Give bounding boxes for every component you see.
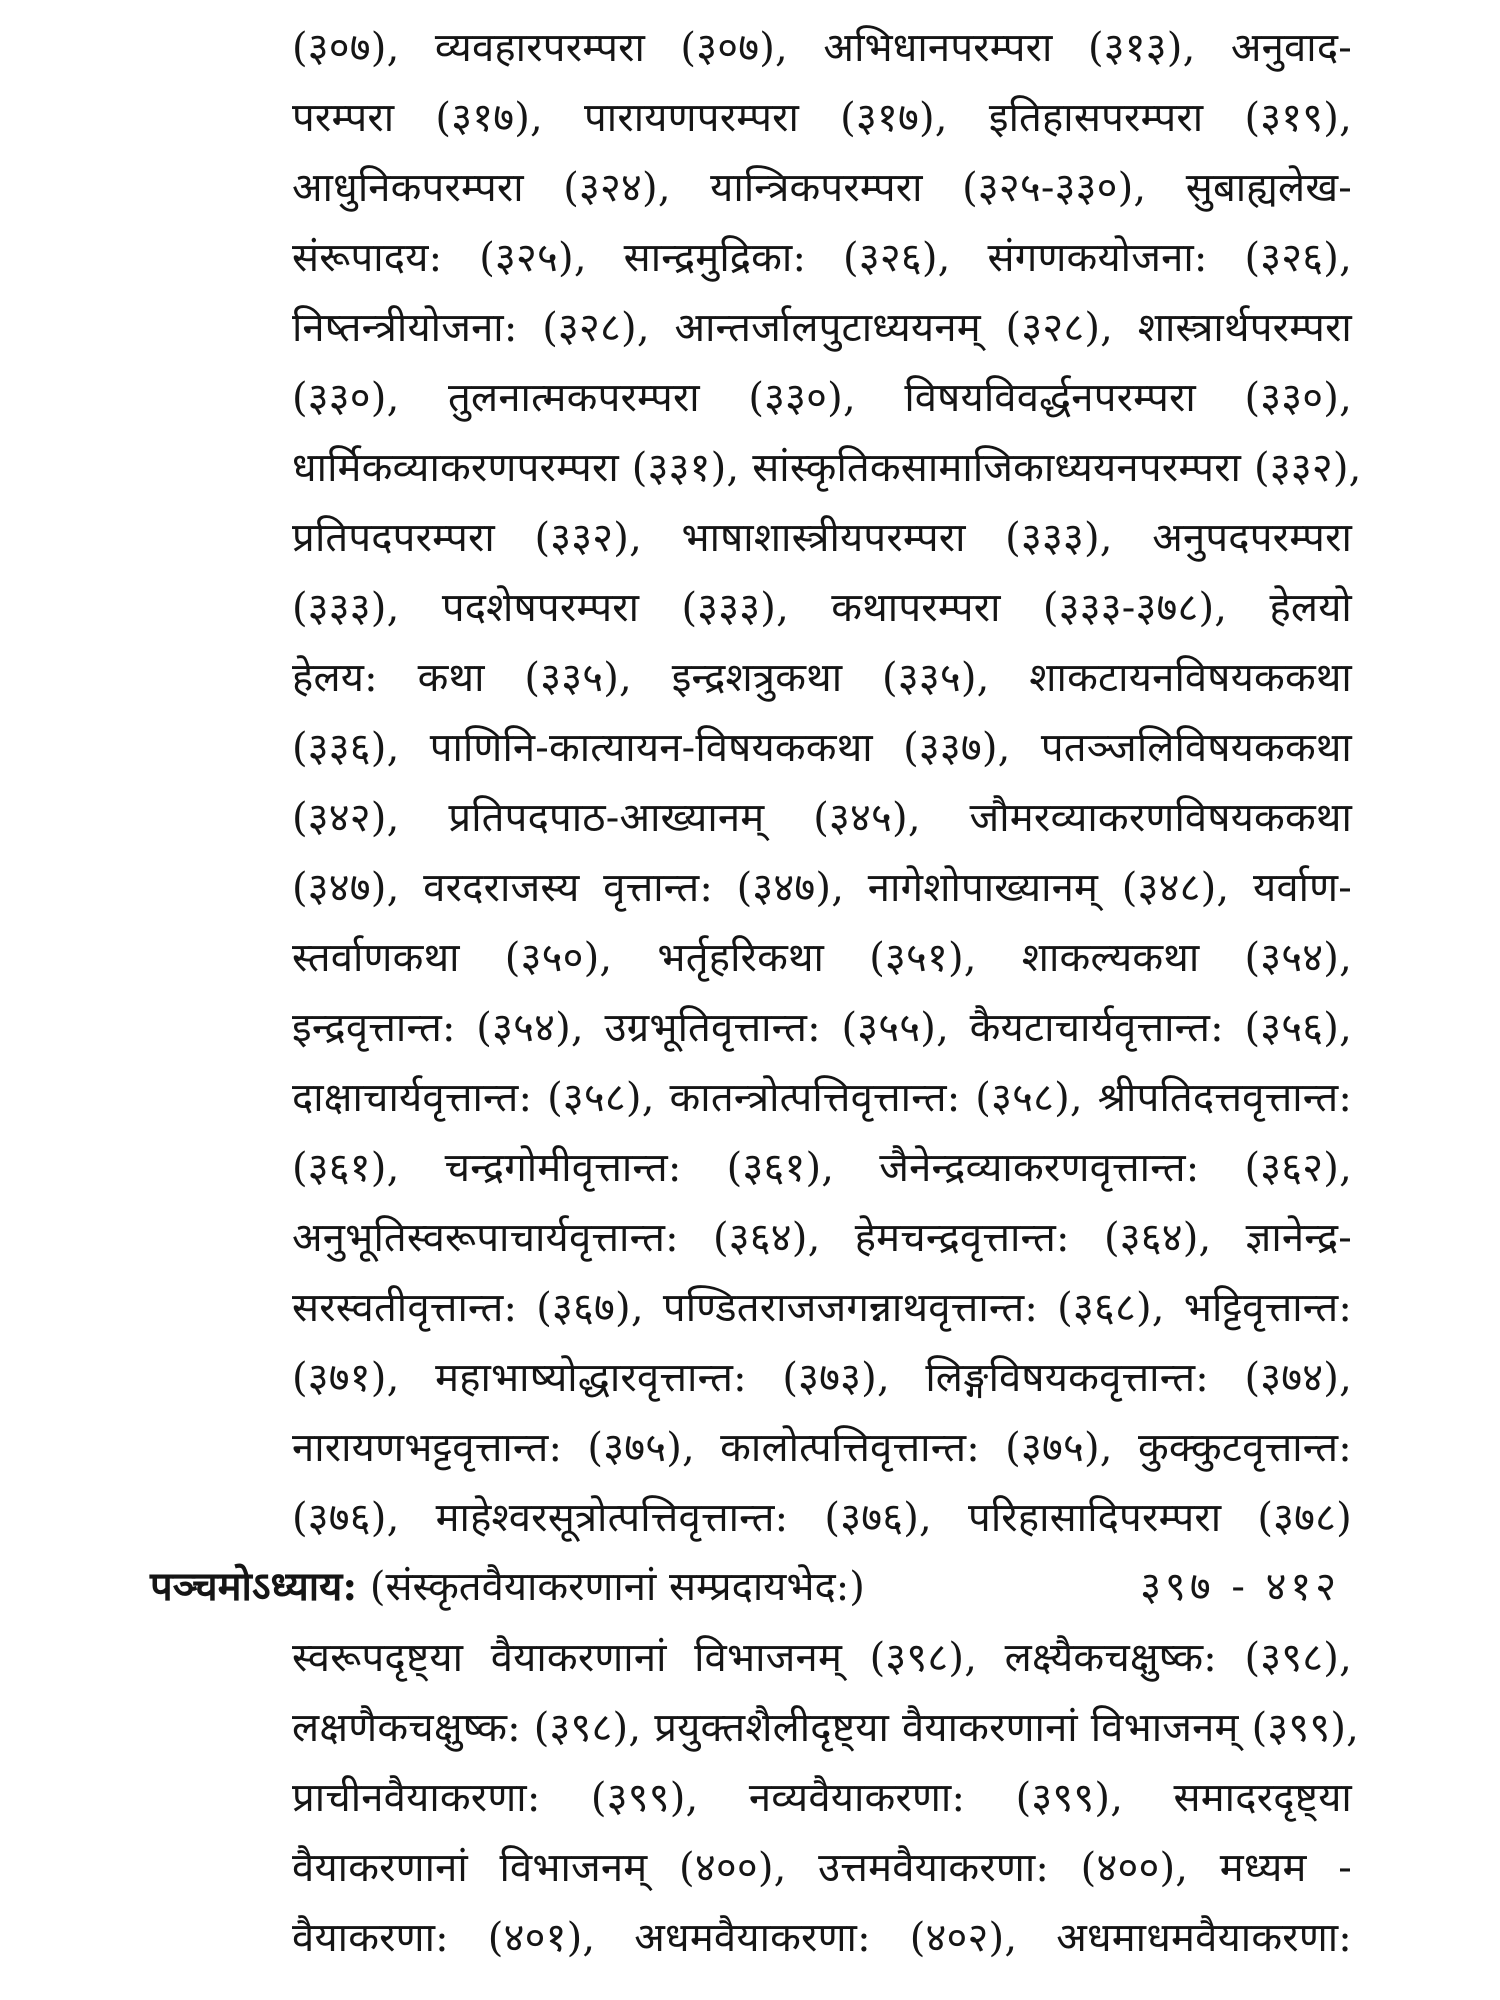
text-line: नारायणभट्टवृत्तान्त: (३७५), कालोत्पत्तिवृत्तान्त: (३७५), कुक्कुटवृत्तान्त: [292, 1425, 1352, 1471]
text-line: (३४२), प्रतिपदपाठ-आख्यानम् (३४५), जौमरव्याकरणविषयककथा [292, 795, 1352, 841]
text-line: (३४७), वरदराजस्य वृत्तान्त: (३४७), नागेशोपाख्यानम् (३४८), यर्वाण- [292, 865, 1352, 911]
text-line: (३७१), महाभाष्योद्धारवृत्तान्त: (३७३), लिङ्गविषयकवृत्तान्त: (३७४), [292, 1355, 1352, 1401]
text-line: स्वरूपदृष्ट्या वैयाकरणानां विभाजनम् (३९८), लक्ष्यैकचक्षुष्क: (३९८), [292, 1635, 1352, 1681]
text-line: लक्षणैकचक्षुष्क: (३९८), प्रयुक्तशैलीदृष्ट्या वैयाकरणानां विभाजनम् (३९९), [292, 1705, 1360, 1751]
text-line: (३३०), तुलनात्मकपरम्परा (३३०), विषयविवर्द्धनपरम्परा (३३०), [292, 375, 1352, 421]
text-line: इन्द्रवृत्तान्त: (३५४), उग्रभूतिवृत्तान्त: (३५५), कैयटाचार्यवृत्तान्त: (३५६), [292, 1005, 1352, 1051]
chapter-heading [150, 1557, 1360, 1617]
text-line: सरस्वतीवृत्तान्त: (३६७), पण्डितराजजगन्नाथवृत्तान्त: (३६८), भट्टिवृत्तान्त: [292, 1285, 1352, 1331]
text-line: निष्तन्त्रीयोजना: (३२८), आन्तर्जालपुटाध्ययनम् (३२८), शास्त्रार्थपरम्परा [292, 305, 1352, 351]
text-line: (३६१), चन्द्रगोमीवृत्तान्त: (३६१), जैनेन्द्रव्याकरणवृत्तान्त: (३६२), [292, 1145, 1352, 1191]
text-line: वैयाकरणानां विभाजनम् (४००), उत्तमवैयाकरणा: (४००), मध्यम - [292, 1845, 1352, 1891]
text-line: (३३६), पाणिनि-कात्यायन-विषयककथा (३३७), पतञ्जलिविषयककथा [292, 725, 1352, 771]
text-line: प्राचीनवैयाकरणा: (३९९), नव्यवैयाकरणा: (३९९), समादरदृष्ट्या [292, 1775, 1352, 1821]
text-line: धार्मिकव्याकरणपरम्परा (३३१), सांस्कृतिकसामाजिकाध्ययनपरम्परा (३३२), [292, 445, 1362, 491]
text-line: आधुनिकपरम्परा (३२४), यान्त्रिकपरम्परा (३२५-३३०), सुबाह्यलेख- [292, 165, 1352, 211]
text-line: प्रतिपदपरम्परा (३३२), भाषाशास्त्रीयपरम्परा (३३३), अनुपदपरम्परा [292, 515, 1352, 561]
text-line: हेलय: कथा (३३५), इन्द्रशत्रुकथा (३३५), शाकटायनविषयककथा [292, 655, 1352, 701]
text-line: परम्परा (३१७), पारायणपरम्परा (३१७), इतिहासपरम्परा (३१९), [292, 95, 1352, 141]
text-line: संरूपादय: (३२५), सान्द्रमुद्रिका: (३२६), संगणकयोजना: (३२६), [292, 235, 1352, 281]
text-line: स्तर्वाणकथा (३५०), भर्तृहरिकथा (३५१), शाकल्यकथा (३५४), [292, 935, 1352, 981]
text-line: दाक्षाचार्यवृत्तान्त: (३५८), कातन्त्रोत्पत्तिवृत्तान्त: (३५८), श्रीपतिदत्तवृत्तान्त: [292, 1075, 1352, 1121]
chapter-title: पञ्चमोऽध्याय: [150, 1563, 358, 1610]
text-line: वैयाकरणा: (४०१), अधमवैयाकरणा: (४०२), अधमाधमवैयाकरणा: [292, 1915, 1352, 1961]
text-line: (३७६), माहेश्वरसूत्रोत्पत्तिवृत्तान्त: (३७६), परिहासादिपरम्परा (३७८) [292, 1495, 1352, 1541]
text-line: अनुभूतिस्वरूपाचार्यवृत्तान्त: (३६४), हेमचन्द्रवृत्तान्त: (३६४), ज्ञानेन्द्र- [292, 1215, 1352, 1261]
chapter-subtitle: (संस्कृतवैयाकरणानां सम्प्रदायभेद:) [369, 1564, 865, 1610]
text-line: (३३३), पदशेषपरम्परा (३३३), कथापरम्परा (३३३-३७८), हेलयो [292, 585, 1352, 631]
chapter-page-range: ३९७ - ४१२ [1140, 1564, 1340, 1610]
text-line: (३०७), व्यवहारपरम्परा (३०७), अभिधानपरम्परा (३१३), अनुवाद- [292, 25, 1352, 71]
